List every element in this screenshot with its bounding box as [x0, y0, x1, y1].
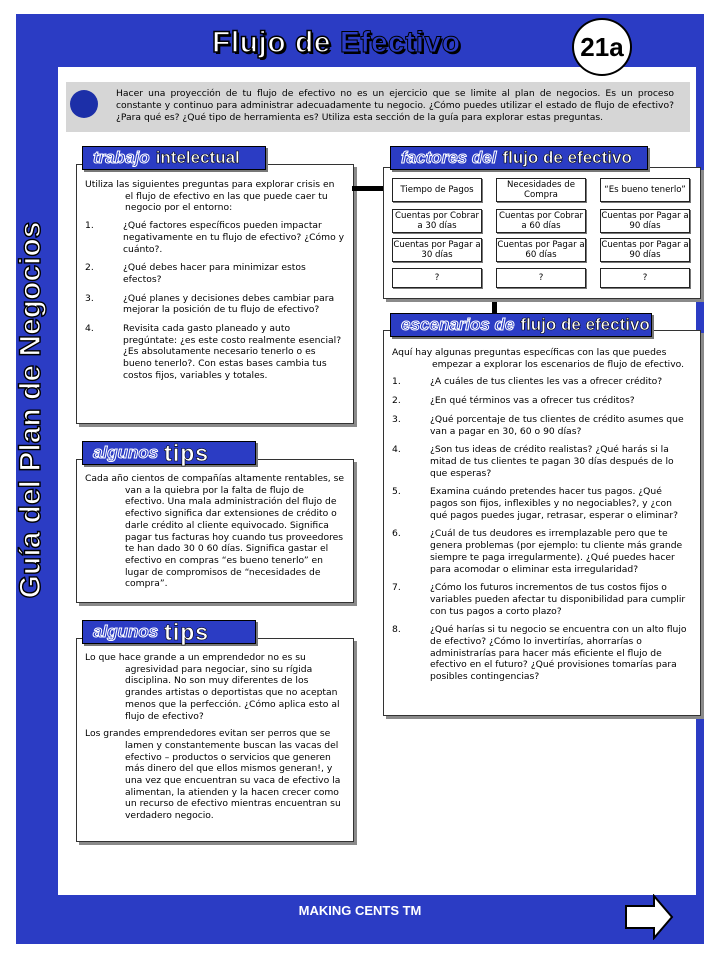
factor-cell: Cuentas por Pagar a 90 días — [601, 211, 689, 231]
list-item: 6. ¿Cuál de tus deudores es irremplazable pero que te genera problemas (por ejemplo: tu cliente más grande siempre te paga irregularmente). ¿Qué puedes hacer para acomodar o eliminar esta irregularidad? — [392, 528, 683, 575]
list-item: 2. ¿Qué debes hacer para minimizar estos efectos? — [85, 262, 306, 285]
factor-cell: Cuentas por Pagar a 90 días — [601, 240, 689, 260]
tips1-header-a: algunos — [93, 443, 159, 462]
factor-cell: Cuentas por Pagar a 30 días — [393, 240, 481, 260]
title-part2: Efectivo — [339, 26, 461, 59]
tips2-p2: Los grandes emprendedores evitan ser perros que se lamen y constantemente buscan las vacas del efectivo – productos o servicios que generen más dinero del que ellos mismos generan!, y una vez que encuentran su vaca de efectivo la alimentan, la atienden y la hacen crecer como un recurso de efectivo mientras encuentran su verdadero negocio. — [85, 728, 341, 822]
tips2-box — [76, 638, 354, 842]
intro-text: Hacer una proyección de tu flujo de efectivo no es un ejercicio que se limite al plan de negocios. Es un proceso constante y continuo para administrar adecuadamente tu negocio. ¿Cómo puedes utilizar el estado de flujo de efectivo? ¿Para qué es? ¿Qué tipo de herramienta es? Utiliza esta sección de la guía para explorar estas preguntas. — [116, 88, 674, 123]
title-part1: Flujo de — [212, 26, 331, 59]
factor-cell: Tiempo de Pagos — [392, 178, 482, 202]
factores-grid — [383, 167, 701, 299]
factores-header-b: flujo de efectivo — [502, 148, 632, 167]
escenarios-list — [392, 376, 692, 682]
list-item: 5. Examina cuándo pretendes hacer tus pagos. ¿Qué pagos son fijos, inflexibles y no negociables?, y ¿con qué pagos puedes jugar, retrasar, esperar o eliminar? — [392, 486, 679, 521]
tips1-box — [76, 459, 354, 603]
factor-cell: ? — [600, 268, 690, 288]
trabajo-header-a: trabajo — [93, 148, 150, 167]
tips2-header-b: tips — [164, 618, 210, 645]
trabajo-header — [82, 146, 266, 170]
next-arrow-icon[interactable] — [624, 894, 674, 940]
side-title-text: Guía del Plan de Negocios — [14, 221, 47, 599]
trabajo-list — [85, 220, 345, 381]
bullet-dot-icon — [70, 90, 98, 118]
tips2-p1: Lo que hace grande a un emprendedor no es su agresividad para negociar, sino su rígida disciplina. No son muy diferentes de los grandes artistas o deportistas que no aceptan menos que la perfección. ¿Cómo aplica esto al flujo de efectivo? — [85, 652, 340, 722]
tips2-header — [82, 620, 256, 644]
factor-cell: Cuentas por Cobrar a 60 días — [496, 209, 586, 233]
escenarios-header-b: flujo de efectivo — [520, 315, 650, 334]
escenarios-header — [390, 313, 652, 337]
list-item: 1. ¿A cuáles de tus clientes les vas a ofrecer crédito? — [392, 376, 663, 388]
tips1-header — [82, 441, 256, 465]
factor-cell: Cuentas por Cobrar a 30 días — [392, 209, 482, 233]
page-title — [212, 26, 461, 60]
list-item: 3. ¿Qué porcentaje de tus clientes de crédito asumes que van a pagar en 30, 60 o 90 días? — [392, 413, 684, 437]
list-item: 7. ¿Cómo los futuros incrementos de tus costos fijos o variables pueden afectar tu disponibilidad para cumplir con tus pagos a corto plazo? — [392, 582, 686, 617]
tips1-text: Cada año cientos de compañías altamente rentables, se van a la quiebra por la falta de flujo de efectivo. Una mala administración del flujo de efectivo significa dar extensiones de crédito o darle crédito al cliente equivocado. Significa pagar tus facturas hoy cuando tus proveedores te han dado 30 0 60 días. Significa gastar el efectivo en compras “es bueno tenerlo” en lugar de compromisos de “necesidades de compra”. — [85, 473, 345, 590]
intro-panel — [66, 82, 690, 132]
trabajo-box — [76, 164, 354, 424]
list-item: 1. ¿Qué factores específicos pueden impactar negativamente en tu flujo de efectivo? ¿Cómo y cuánto?. — [85, 220, 345, 255]
factor-cell: Necesidades de Compra — [496, 178, 586, 202]
trabajo-lead: Utiliza las siguientes preguntas para explorar crisis en el flujo de efectivo en las que puede caer tu negocio por el entorno: — [85, 179, 335, 214]
escenarios-lead: Aquí hay algunas preguntas específicas con las que puedes empezar a explorar los escenarios de flujo de efectivo. — [392, 347, 685, 370]
list-item: 4. Revisita cada gasto planeado y auto pregúntate: ¿es este costo realmente esencial? ¿Es absolutamente necesario tenerlo o es bueno tenerlo?. Con estas bases cambia tus costos fijos, variables y totales. — [85, 323, 342, 381]
list-item: 2. ¿En qué términos vas a ofrecer tus créditos? — [392, 395, 635, 407]
factor-cell: ? — [392, 268, 482, 288]
factor-cell: Cuentas por Pagar a 60 días — [497, 240, 585, 260]
factor-cell: “Es bueno tenerlo” — [600, 178, 690, 202]
list-item: 4. ¿Son tus ideas de crédito realistas? ¿Qué harás si la mitad de tus clientes te pagan 30 días después de lo que esperas? — [392, 444, 674, 479]
side-title — [8, 150, 52, 670]
footer-text: MAKING CENTS TM — [298, 903, 422, 918]
list-item: 8. ¿Qué harías si tu negocio se encuentra con un alto flujo de efectivo? ¿Cómo lo invertirías, ahorrarías o administrarías para hacer más eficiente el flujo de efectivo en el futuro? ¿Qué provisiones tomarías para posibles contingencias? — [392, 624, 687, 683]
connector-line — [352, 186, 384, 191]
escenarios-box — [383, 330, 701, 716]
tips2-header-a: algunos — [93, 622, 159, 641]
factor-cell: ? — [496, 268, 586, 288]
page-number-badge: 21a — [572, 18, 632, 76]
factores-header — [390, 146, 648, 170]
list-item: 3. ¿Qué planes y decisiones debes cambiar para mejorar la posición de tu flujo de efectivo? — [85, 292, 335, 316]
connector-line — [492, 298, 497, 314]
tips1-header-b: tips — [164, 439, 210, 466]
factores-header-a: factores del — [401, 148, 497, 167]
escenarios-header-a: escenarios de — [401, 315, 515, 334]
trabajo-header-b: intelectual — [155, 148, 240, 167]
